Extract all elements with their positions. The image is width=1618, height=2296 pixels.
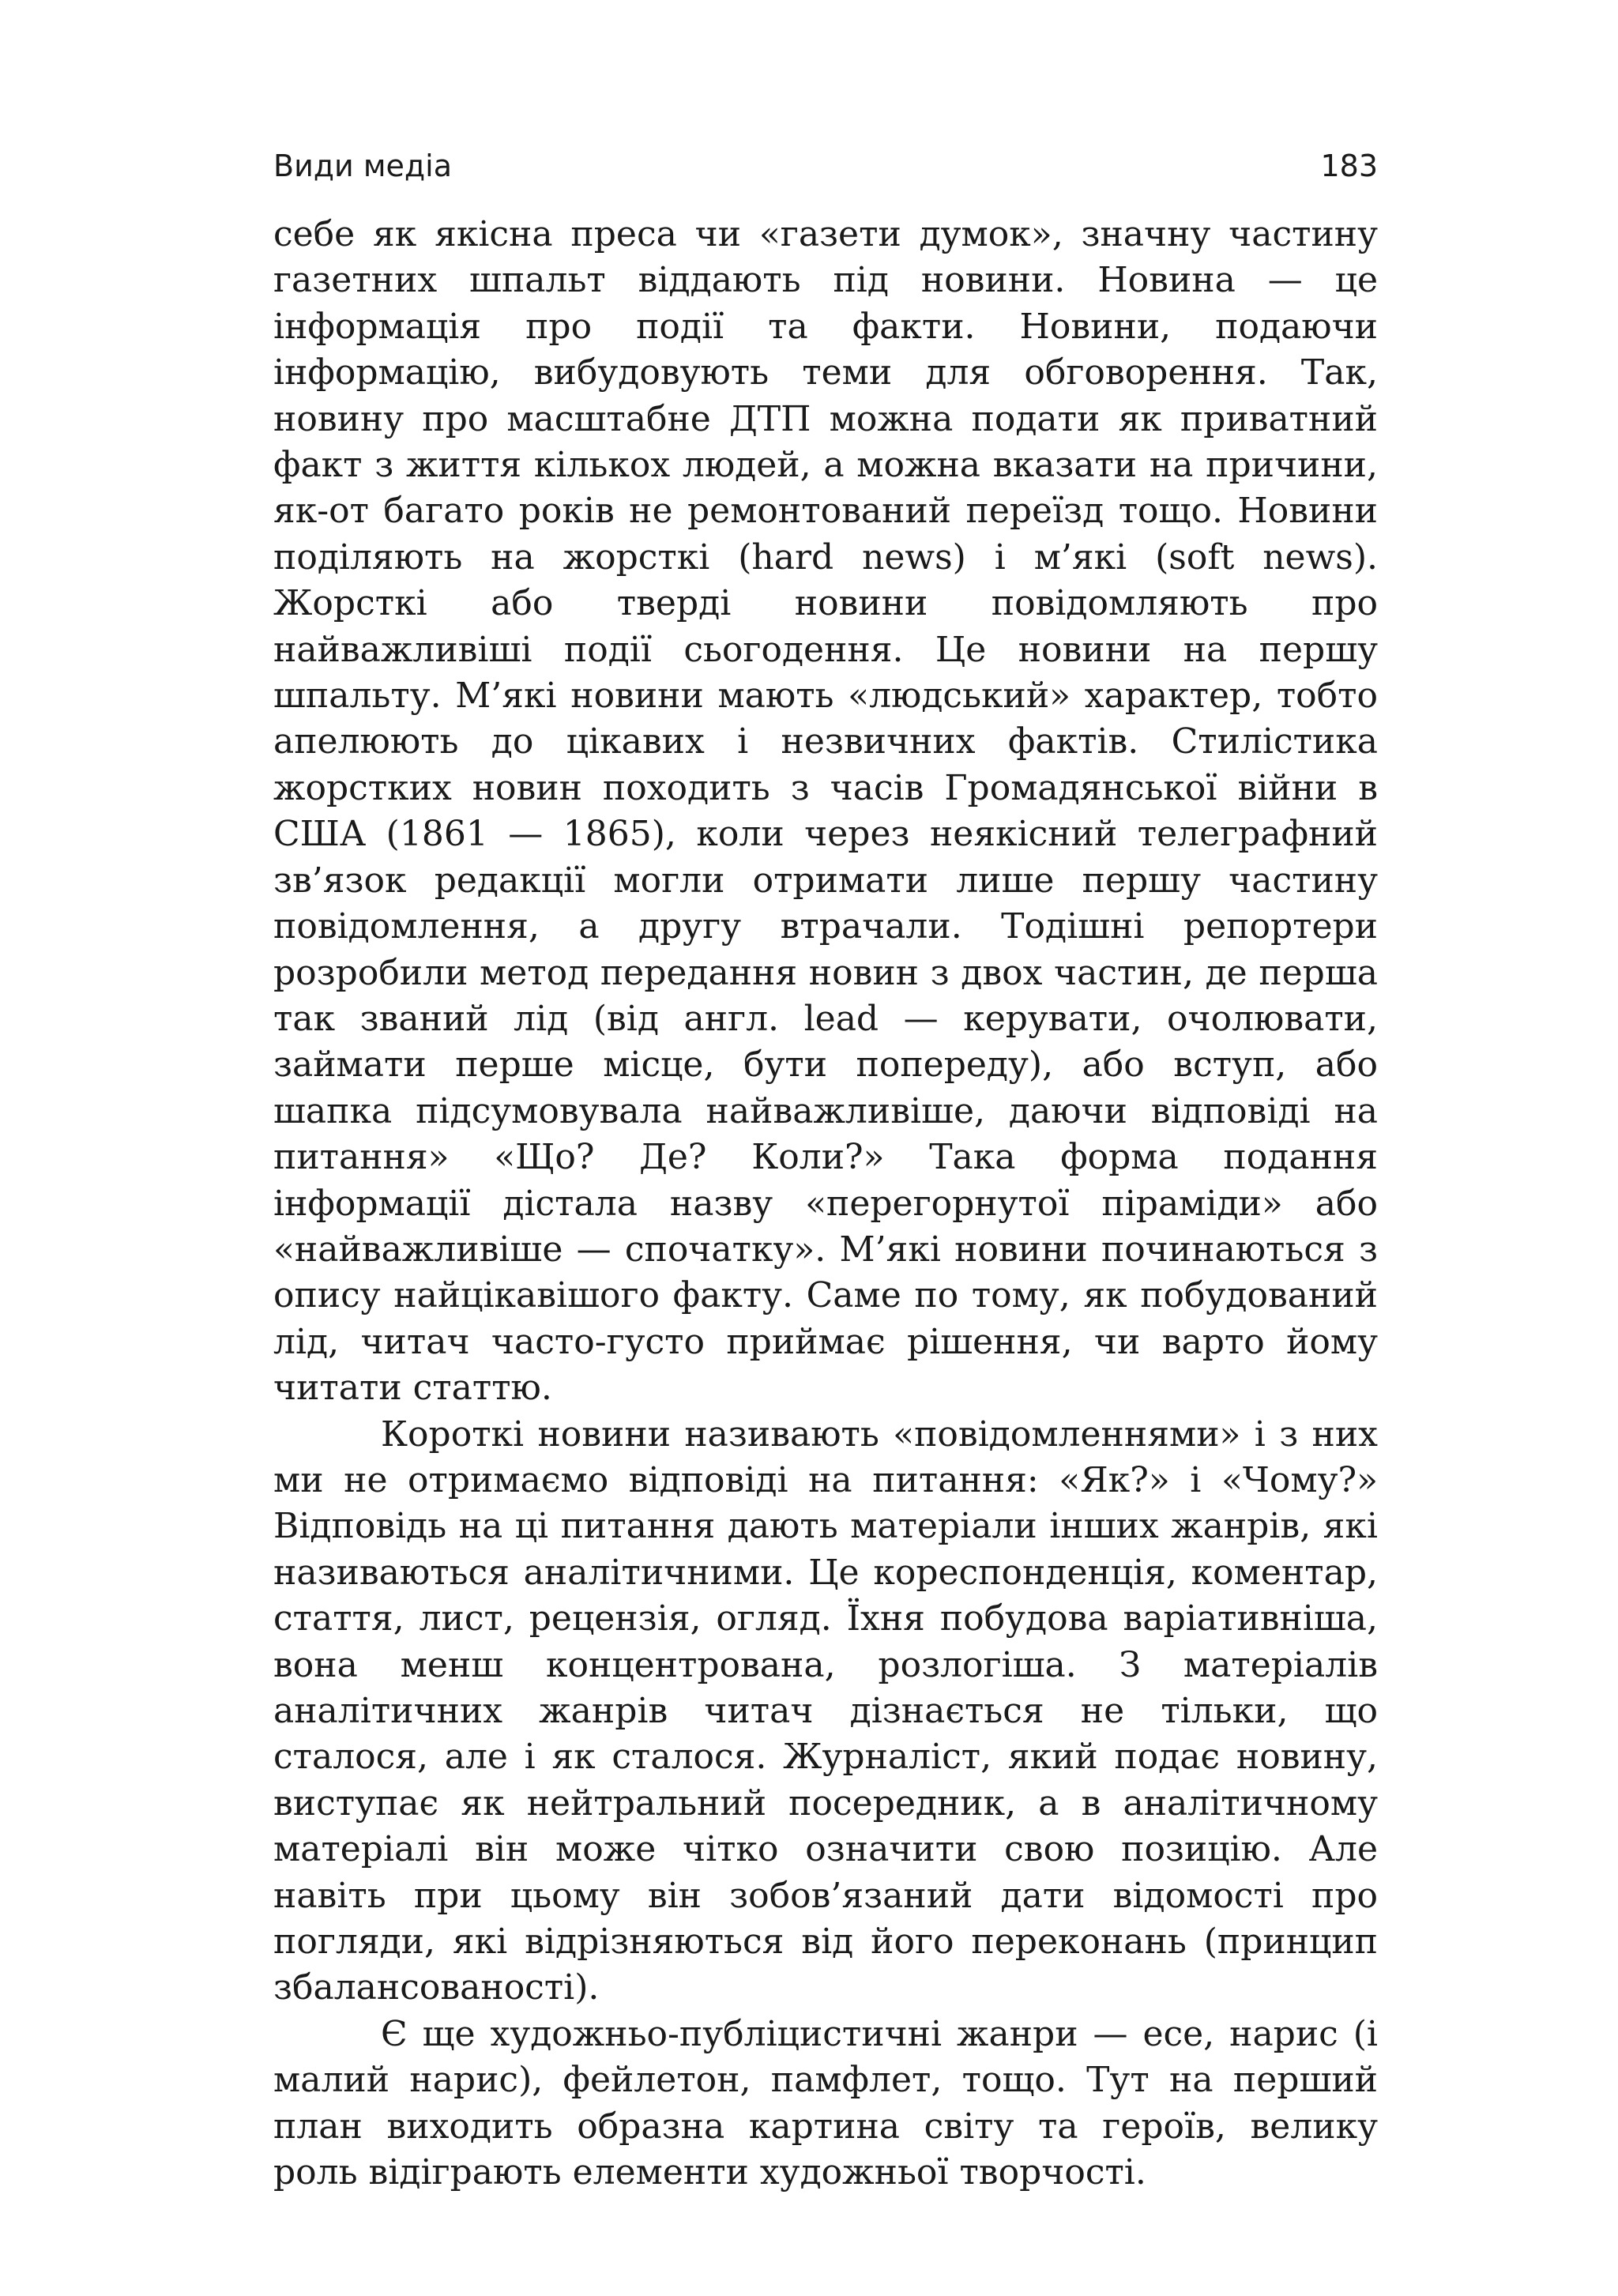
paragraph: Є ще художньо-публіцистичні жанри — есе, нарис (і малий нарис), фейлетон, памфлет, тощо. Тут на перший план виходить образна картина світу та героїв, велику роль відіграють елементи художньої творчості. — [273, 2013, 1378, 2193]
section-title: Види медіа — [273, 149, 452, 183]
body-text — [273, 212, 1378, 2196]
page-number: 183 — [1320, 149, 1378, 183]
running-header — [273, 149, 1378, 196]
paragraph: себе як якісна преса чи «газети думок», значну частину газетних шпальт віддають під новини. Новина — це інформація про події та факти. Новини, подаючи інформацію, вибудовують теми для обговорення. Так, новину про масштабне ДТП можна подати як приватний факт з життя кількох людей, а можна вказати на причини, як-от багато років не ремонтований переїзд тощо. Новини поділяють на жорсткі (hard news) і м’які (soft news). Жорсткі або тверді новини повідомляють про найважливіші події сьогодення. Це новини на першу шпальту. М’які новини мають «людський» характер, тобто апелюють до цікавих і незвичних фактів. Стилістика жорстких новин походить з часів Громадянської війни в США (1861 — 1865), коли через неякісний телеграфний зв’язок редакції могли отримати лише першу частину повідомлення, а другу втрачали. Тодішні репортери розробили метод передання новин з двох частин, де перша так званий лід (від англ. lead — керувати, очолювати, займати перше місце, бути попереду), або вступ, або шапка підсумовувала найважливіше, даючи відповіді на питання» «Що? Де? Коли?» Така форма подання інформації дістала назву «перегорнутої піраміди» або «найважливіше — спочатку». М’які новини починаються з опису найцікавішого факту. Саме по тому, як побудований лід, читач часто-густо приймає рішення, чи варто йому читати статтю. — [273, 214, 1378, 1409]
paragraph: Короткі новини називають «повідомленнями» і з них ми не отримаємо відповіді на питання: «Як?» і «Чому?» Відповідь на ці питання дають матеріали інших жанрів, які називаються аналітичними. Це кореспонденція, коментар, стаття, лист, рецензія, огляд. Їхня побудова варіативніша, вона менш концентрована, розлогіша. З матеріалів аналітичних жанрів читач дізнається не тільки, що сталося, але і як сталося. Журналіст, який подає новину, виступає як нейтральний посередник, а в аналітичному матеріалі він може чітко означити свою позицію. Але навіть при цьому він зобов’язаний дати відомості про погляди, які відрізняються від його переконань (принцип збалансованості). — [273, 1413, 1378, 2008]
